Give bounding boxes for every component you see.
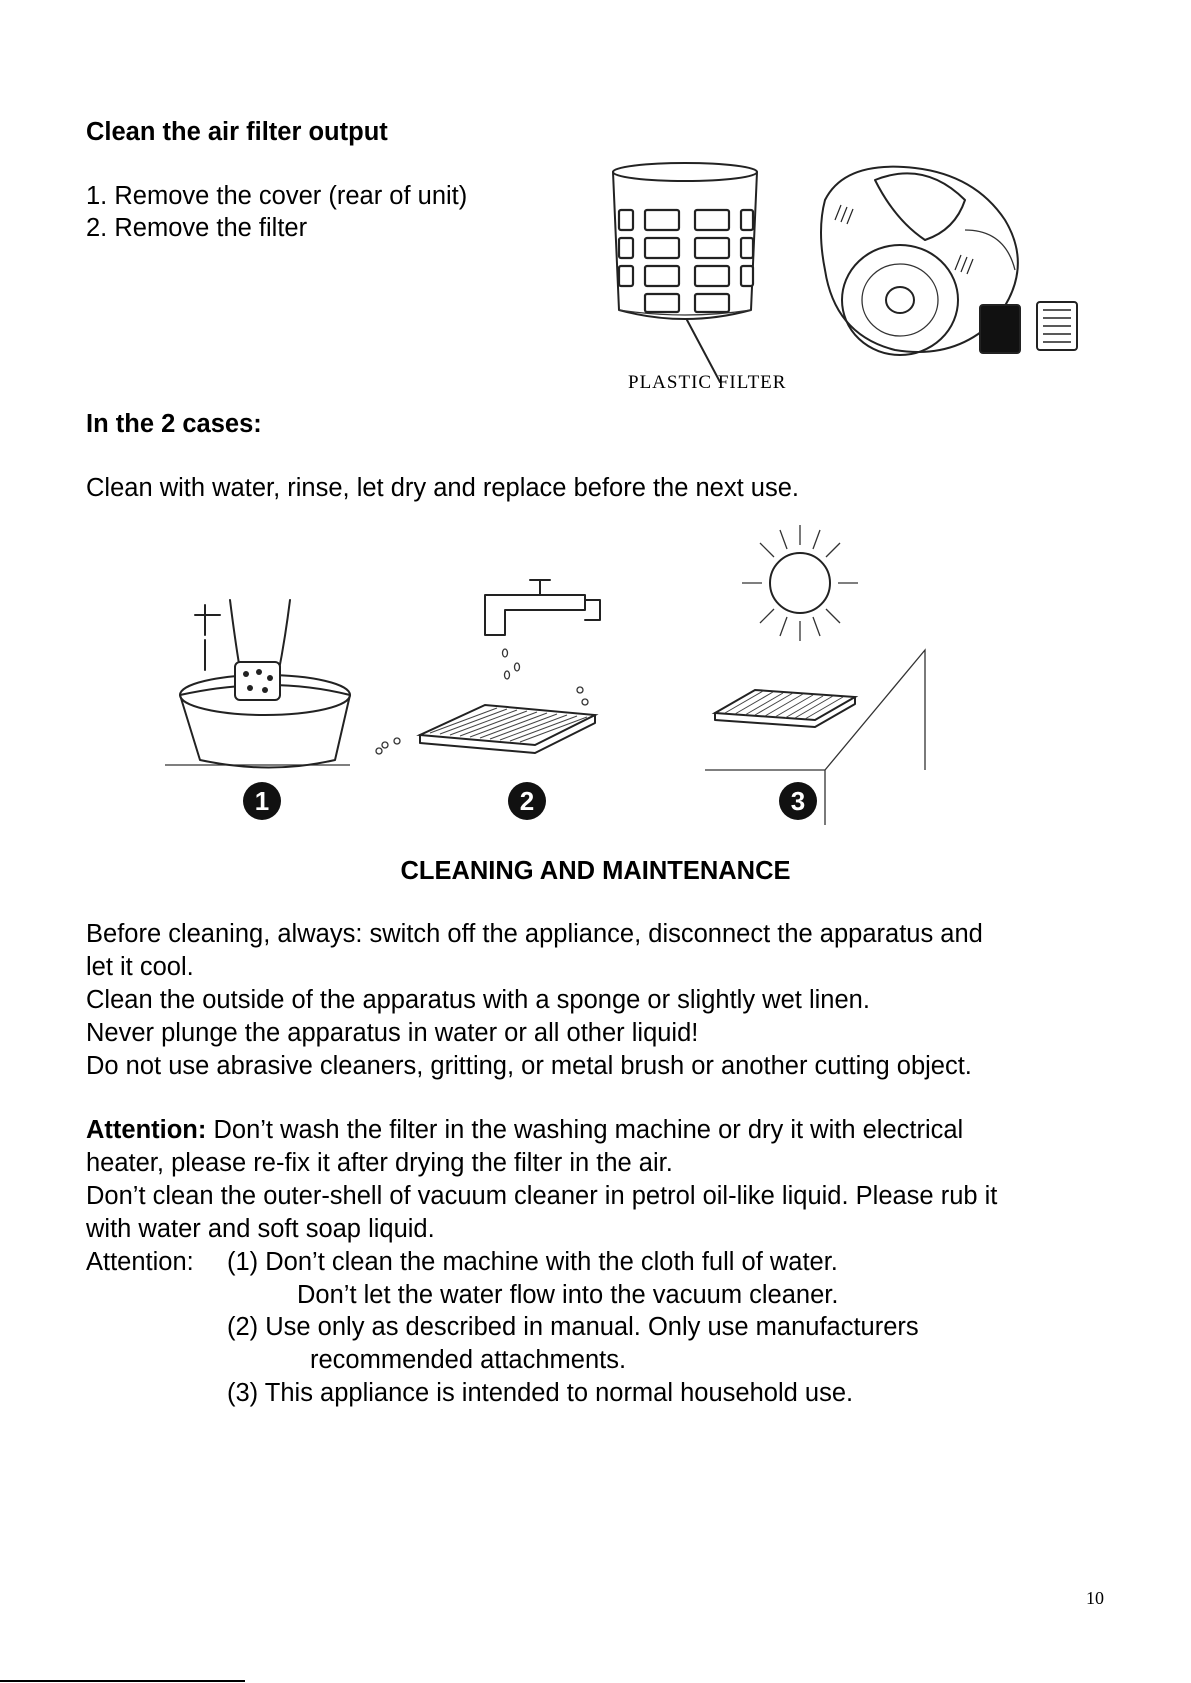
- maintenance-line: Do not use abrasive cleaners, gritting, or metal brush or another cutting object.: [86, 1052, 972, 1080]
- attention-label-2: Attention:: [86, 1248, 194, 1276]
- maintenance-line: Before cleaning, always: switch off the appliance, disconnect the apparatus and: [86, 920, 983, 948]
- attention-label: Attention:: [86, 1116, 207, 1144]
- faucet-rinse-illustration: [375, 575, 615, 765]
- attention-line: with water and soft soap liquid.: [86, 1215, 435, 1243]
- attention-paragraph: [86, 1114, 963, 1146]
- maintenance-line: Never plunge the apparatus in water or all other liquid!: [86, 1019, 699, 1047]
- figure-caption-plastic-filter: PLASTIC FILTER: [628, 372, 787, 393]
- note-1-continued: Don’t let the water flow into the vacuum cleaner.: [297, 1281, 839, 1309]
- footnote-divider: [0, 1680, 245, 1682]
- vacuum-cleaner-illustration: [805, 160, 1105, 380]
- attention-text: Don’t wash the filter in the washing machine or dry it with electrical: [206, 1116, 964, 1144]
- maintenance-line: let it cool.: [86, 953, 194, 981]
- section-title-cleaning-maintenance: CLEANING AND MAINTENANCE: [400, 857, 791, 885]
- step-badge-2: 2: [508, 782, 546, 820]
- plastic-filter-illustration: [605, 160, 805, 400]
- wash-instructions: Clean with water, rinse, let dry and replace before the next use.: [86, 474, 799, 502]
- step-remove-cover: 1. Remove the cover (rear of unit): [86, 182, 468, 210]
- section-heading-air-filter: Clean the air filter output: [86, 118, 388, 146]
- note-2-continued: recommended attachments.: [310, 1346, 627, 1374]
- section-heading-two-cases: In the 2 cases:: [86, 410, 262, 438]
- sun-drying-illustration: [705, 525, 935, 830]
- maintenance-line: Clean the outside of the apparatus with a sponge or slightly wet linen.: [86, 986, 870, 1014]
- attention-line: Don’t clean the outer-shell of vacuum cleaner in petrol oil-like liquid. Please rub it: [86, 1182, 998, 1210]
- step-remove-filter: 2. Remove the filter: [86, 214, 308, 242]
- washing-basin-illustration: [160, 600, 360, 770]
- note-1: (1) Don’t clean the machine with the cloth full of water.: [227, 1248, 838, 1276]
- attention-line: heater, please re-fix it after drying the filter in the air.: [86, 1149, 673, 1177]
- note-2: (2) Use only as described in manual. Only use manufacturers: [227, 1313, 919, 1341]
- step-badge-3: 3: [779, 782, 817, 820]
- step-badge-1: 1: [243, 782, 281, 820]
- note-3: (3) This appliance is intended to normal household use.: [227, 1379, 854, 1407]
- page-number: 10: [1086, 1588, 1104, 1608]
